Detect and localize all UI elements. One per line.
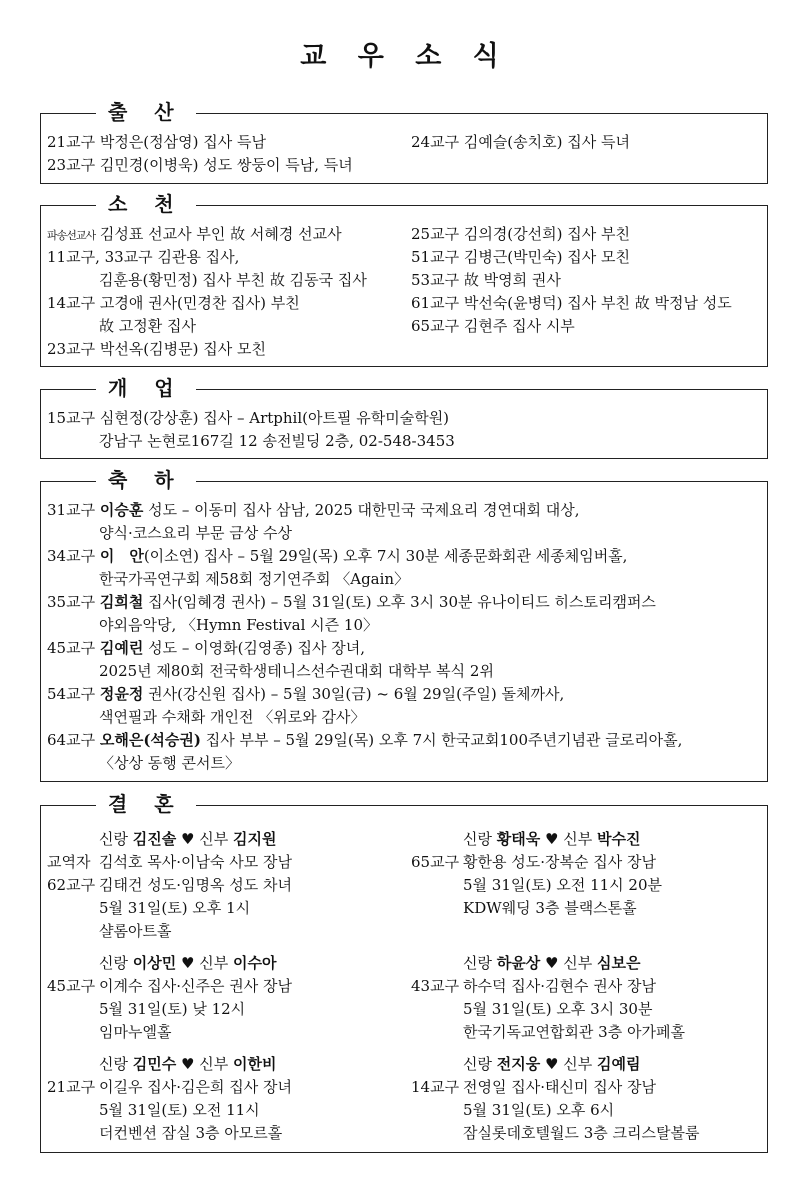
groom-label: 신랑	[463, 1055, 492, 1073]
death-item: 25교구 김의경(강선희) 집사 부친	[411, 225, 630, 243]
congrats-parish: 31교구	[47, 501, 100, 519]
groom-label: 신랑	[463, 954, 492, 972]
wedding-couple	[99, 1053, 277, 1075]
congrats-detail: (이소연) 집사 – 5월 29일(목) 오후 7시 30분 세종문화회관 세종체임버홀,	[143, 547, 628, 565]
wedding-section	[40, 792, 768, 1153]
bride-label: 신부	[199, 1055, 229, 1073]
wedding-detail: 이계수 집사·신주은 권사 장남	[99, 977, 292, 995]
heart-icon: ♥	[181, 830, 195, 848]
wedding-parish: 21교구	[47, 1078, 96, 1096]
groom-name: 전지웅	[496, 1055, 541, 1073]
congrats-name: 정윤정	[99, 685, 144, 703]
congrats-continuation: 양식·코스요리 부문 금상 수상	[99, 524, 292, 542]
death-item: 53교구 故 박영희 권사	[411, 271, 561, 289]
congrats-continuation: 한국가곡연구회 제58회 정기연주회 〈Again〉	[99, 570, 410, 588]
wedding-parish: 62교구	[47, 876, 96, 894]
opening-section	[40, 376, 768, 459]
congrats-name: 이승훈	[99, 501, 144, 519]
congrats-parish: 45교구	[47, 639, 100, 657]
wedding-couple	[463, 952, 641, 974]
bride-label: 신부	[199, 954, 229, 972]
death-item: 51교구 김병근(박민숙) 집사 모친	[411, 248, 630, 266]
congrats-name: 김희철	[99, 593, 144, 611]
heart-icon: ♥	[545, 830, 559, 848]
wedding-parish: 43교구	[411, 977, 460, 995]
bride-label: 신부	[563, 954, 593, 972]
wedding-detail: 하수덕 집사·김현수 권사 장남	[463, 977, 656, 995]
death-item: 65교구 김현주 집사 시부	[411, 317, 575, 335]
congrats-detail: 집사 부부 – 5월 29일(목) 오후 7시 한국교회100주년기념관 글로리아홀,	[200, 731, 683, 749]
wedding-couple	[463, 828, 641, 850]
groom-label: 신랑	[99, 830, 128, 848]
bride-name: 김예림	[597, 1055, 641, 1073]
page-title: 교 우 소 식	[300, 41, 510, 72]
groom-label: 신랑	[463, 830, 492, 848]
bride-label: 신부	[563, 830, 593, 848]
congrats-continuation: 〈상상 동행 콘서트〉	[99, 754, 240, 772]
wedding-detail: 5월 31일(토) 오후 3시 30분	[463, 1000, 653, 1018]
congrats-entry	[47, 637, 365, 659]
congrats-detail: 성도 – 이영화(김영종) 집사 장녀,	[143, 639, 366, 657]
wedding-detail: 5월 31일(토) 오전 11시	[99, 1101, 260, 1119]
birth-heading: 출 산	[96, 99, 196, 125]
death-item	[47, 223, 342, 247]
bride-name: 이한비	[233, 1055, 277, 1073]
congrats-continuation: 2025년 제80회 전국학생테니스선수권대회 대학부 복식 2위	[99, 662, 494, 680]
congrats-detail: 성도 – 이동미 집사 삼남, 2025 대한민국 국제요리 경연대회 대상,	[143, 501, 580, 519]
heart-icon: ♥	[181, 1055, 195, 1073]
death-heading: 소 천	[96, 191, 196, 217]
wedding-detail: KDW웨딩 3층 블랙스톤홀	[463, 899, 637, 917]
wedding-detail: 이길우 집사·김은희 집사 장녀	[99, 1078, 292, 1096]
congrats-name: 김예린	[99, 639, 144, 657]
bride-name: 이수아	[233, 954, 277, 972]
congrats-heading: 축 하	[96, 467, 196, 493]
wedding-detail: 전영일 집사·태신미 집사 장남	[463, 1078, 656, 1096]
opening-line: 15교구 심현정(강상훈) 집사 – Artphil(아트필 유학미술학원)	[47, 409, 450, 427]
wedding-detail: 샬롬아트홀	[99, 922, 172, 940]
wedding-detail: 5월 31일(토) 낮 12시	[99, 1000, 246, 1018]
wedding-parish: 14교구	[411, 1078, 460, 1096]
opening-line: 강남구 논현로167길 12 송전빌딩 2층, 02-548-3453	[99, 432, 455, 450]
congrats-entry	[47, 591, 656, 613]
wedding-detail: 한국기독교연합회관 3층 아가페홀	[463, 1023, 685, 1041]
death-item: 故 고정환 집사	[99, 317, 196, 335]
wedding-detail: 잠실롯데호텔월드 3층 크리스탈볼룸	[463, 1124, 700, 1142]
wedding-detail: 김태건 성도·임명옥 성도 차녀	[99, 876, 292, 894]
groom-name: 김진솔	[132, 830, 177, 848]
wedding-couple	[463, 1053, 641, 1075]
birth-item: 24교구 김예슬(송치호) 집사 득녀	[411, 133, 630, 151]
death-prefix: 파송선교사	[47, 229, 96, 242]
wedding-detail: 더컨벤션 잠실 3층 아모르홀	[99, 1124, 283, 1142]
heart-icon: ♥	[545, 954, 559, 972]
congrats-parish: 64교구	[47, 731, 100, 749]
death-item: 14교구 고경애 권사(민경찬 집사) 부친	[47, 294, 300, 312]
congrats-continuation: 야외음악당, 〈Hymn Festival 시즌 10〉	[99, 616, 378, 634]
congrats-detail: 집사(임혜경 권사) – 5월 31일(토) 오후 3시 30분 유나이티드 히스토리캠퍼스	[143, 593, 656, 611]
death-item: 23교구 박선옥(김병문) 집사 모친	[47, 340, 266, 358]
wedding-parish: 65교구	[411, 853, 460, 871]
wedding-couple	[99, 828, 277, 850]
groom-name: 김민수	[132, 1055, 177, 1073]
congrats-section	[40, 468, 768, 782]
wedding-heading: 결 혼	[96, 791, 196, 817]
bride-label: 신부	[199, 830, 229, 848]
wedding-detail: 임마누엘홀	[99, 1023, 172, 1041]
opening-heading: 개 업	[96, 375, 196, 401]
death-item: 김훈용(황민정) 집사 부친 故 김동국 집사	[99, 271, 367, 289]
wedding-detail: 황한용 성도·장복순 집사 장남	[463, 853, 656, 871]
groom-name: 하윤상	[496, 954, 541, 972]
wedding-detail: 5월 31일(토) 오전 11시 20분	[463, 876, 663, 894]
wedding-parish: 45교구	[47, 977, 96, 995]
congrats-parish: 34교구	[47, 547, 100, 565]
groom-label: 신랑	[99, 1055, 128, 1073]
bride-label: 신부	[563, 1055, 593, 1073]
heart-icon: ♥	[545, 1055, 559, 1073]
death-section	[40, 192, 768, 367]
heart-icon: ♥	[181, 954, 195, 972]
groom-label: 신랑	[99, 954, 128, 972]
wedding-detail: 김석호 목사·이남숙 사모 장남	[99, 853, 292, 871]
wedding-detail: 5월 31일(토) 오후 1시	[99, 899, 251, 917]
congrats-entry	[47, 729, 682, 751]
bride-name: 김지원	[233, 830, 277, 848]
bride-name: 심보은	[597, 954, 641, 972]
wedding-parish: 교역자	[47, 853, 91, 871]
death-item: 61교구 박선숙(윤병덕) 집사 부친 故 박정남 성도	[411, 294, 732, 312]
congrats-parish: 54교구	[47, 685, 100, 703]
birth-item: 23교구 김민경(이병욱) 성도 쌍둥이 득남, 득녀	[47, 156, 353, 174]
wedding-detail: 5월 31일(토) 오후 6시	[463, 1101, 615, 1119]
birth-section	[40, 100, 768, 184]
congrats-continuation: 색연필과 수채화 개인전 〈위로와 감사〉	[99, 708, 366, 726]
congrats-detail: 권사(강신원 집사) – 5월 30일(금) ~ 6월 29일(주일) 돌체까사,	[143, 685, 565, 703]
groom-name: 황태욱	[496, 830, 541, 848]
wedding-couple	[99, 952, 277, 974]
congrats-entry	[47, 683, 564, 705]
congrats-name: 오해은(석승권)	[99, 731, 201, 749]
death-text: 김성표 선교사 부인 故 서혜경 선교사	[95, 225, 342, 243]
bride-name: 박수진	[597, 830, 641, 848]
congrats-entry	[47, 499, 580, 521]
congrats-name: 이 안	[99, 547, 144, 565]
congrats-entry	[47, 545, 627, 567]
groom-name: 이상민	[132, 954, 177, 972]
congrats-parish: 35교구	[47, 593, 100, 611]
birth-item: 21교구 박정은(정삼영) 집사 득남	[47, 133, 266, 151]
death-item: 11교구, 33교구 김관용 집사,	[47, 248, 240, 266]
